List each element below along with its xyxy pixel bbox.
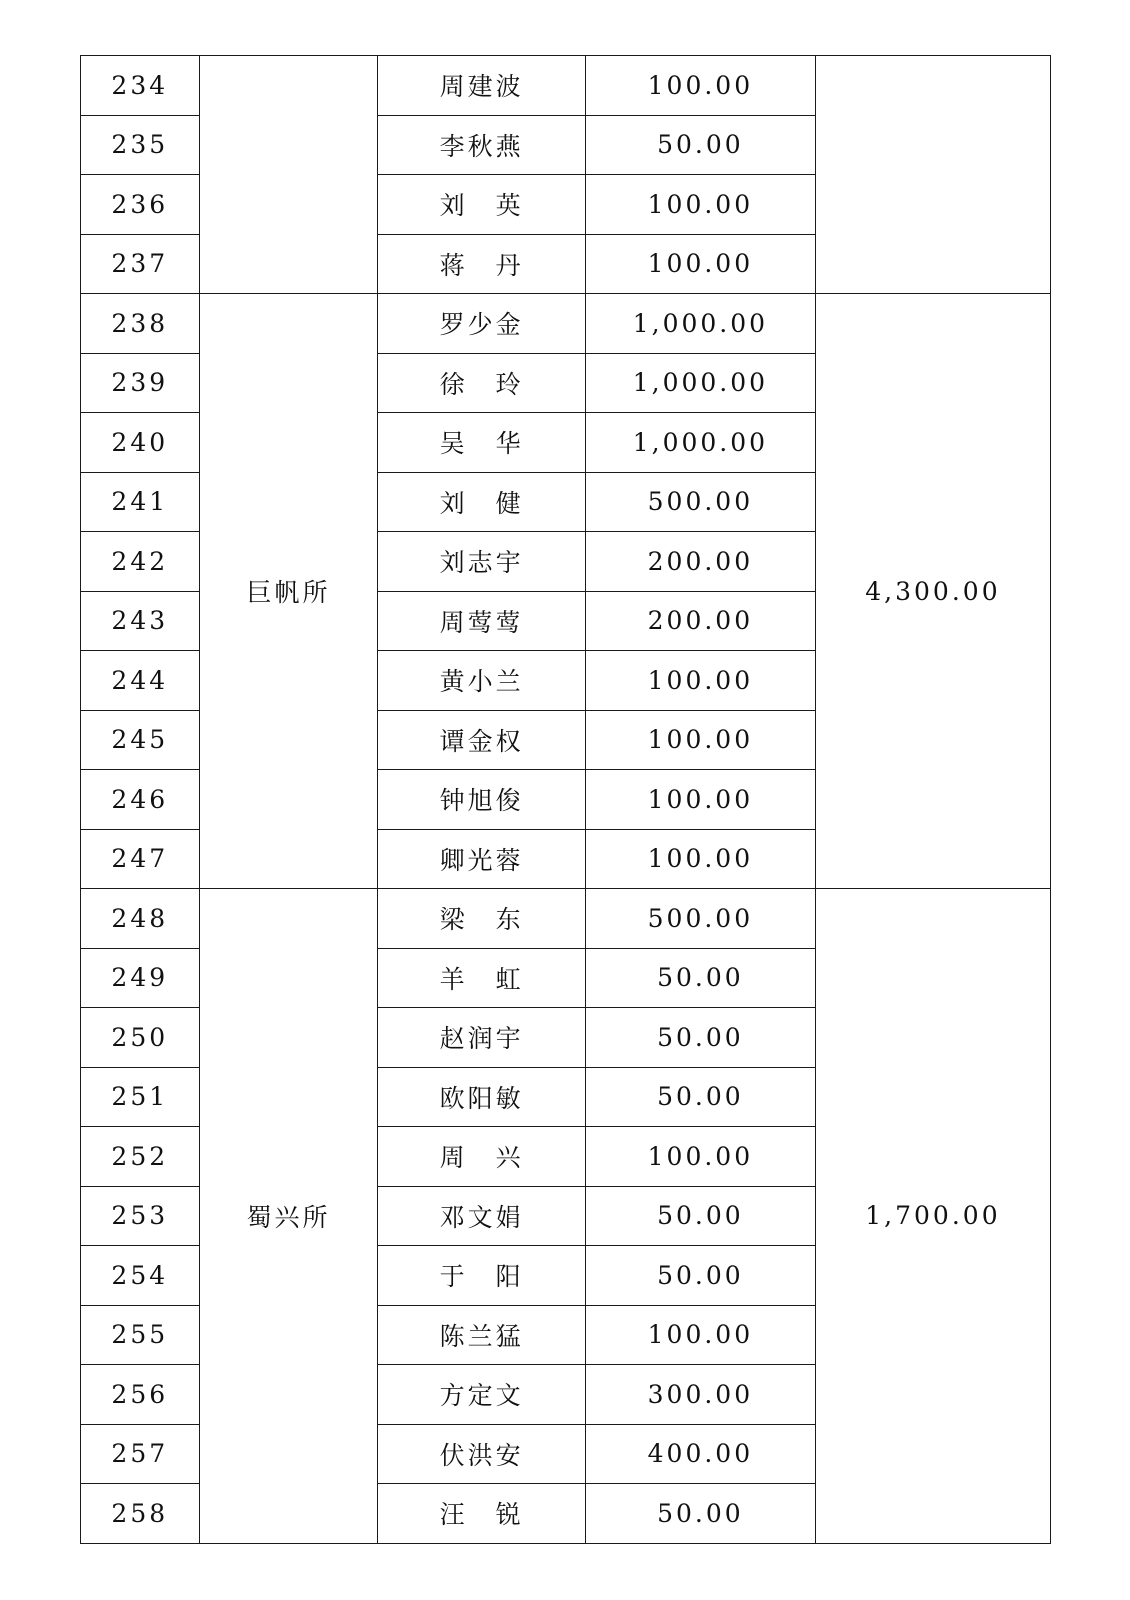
amount-cell: 500.00 (585, 472, 815, 532)
row-number-cell: 237 (81, 234, 200, 294)
person-name-cell: 刘志宇 (378, 532, 585, 592)
row-number-cell: 249 (81, 948, 200, 1008)
person-name-cell: 欧阳敏 (378, 1067, 585, 1127)
table-row (81, 56, 1051, 116)
amount-cell: 200.00 (585, 591, 815, 651)
row-number-cell: 241 (81, 472, 200, 532)
row-number-cell: 258 (81, 1484, 200, 1544)
person-name-cell: 钟旭俊 (378, 770, 585, 830)
person-name-cell: 谭金权 (378, 710, 585, 770)
person-name-cell: 邓文娟 (378, 1186, 585, 1246)
person-name-cell: 刘 健 (378, 472, 585, 532)
row-number-cell: 245 (81, 710, 200, 770)
amount-cell: 1,000.00 (585, 413, 815, 473)
amount-cell: 100.00 (585, 710, 815, 770)
person-name-cell: 羊 虹 (378, 948, 585, 1008)
amount-cell: 50.00 (585, 1484, 815, 1544)
row-number-cell: 254 (81, 1246, 200, 1306)
unit-total-cell: 1,700.00 (815, 889, 1050, 1544)
person-name-cell: 赵润宇 (378, 1008, 585, 1068)
amount-cell: 200.00 (585, 532, 815, 592)
table-row (81, 294, 1051, 354)
person-name-cell: 李秋燕 (378, 115, 585, 175)
unit-total-cell (815, 56, 1050, 294)
row-number-cell: 247 (81, 829, 200, 889)
row-number-cell: 250 (81, 1008, 200, 1068)
row-number-cell: 255 (81, 1305, 200, 1365)
amount-cell: 300.00 (585, 1365, 815, 1425)
person-name-cell: 梁 东 (378, 889, 585, 949)
person-name-cell: 刘 英 (378, 175, 585, 235)
person-name-cell: 周莺莺 (378, 591, 585, 651)
amount-cell: 100.00 (585, 56, 815, 116)
donation-table (80, 55, 1051, 1544)
amount-cell: 1,000.00 (585, 353, 815, 413)
unit-name-cell (199, 56, 378, 294)
unit-total-cell: 4,300.00 (815, 294, 1050, 889)
amount-cell: 1,000.00 (585, 294, 815, 354)
person-name-cell: 周建波 (378, 56, 585, 116)
row-number-cell: 246 (81, 770, 200, 830)
table-body (81, 56, 1051, 1544)
person-name-cell: 汪 锐 (378, 1484, 585, 1544)
amount-cell: 50.00 (585, 115, 815, 175)
row-number-cell: 235 (81, 115, 200, 175)
amount-cell: 100.00 (585, 1305, 815, 1365)
person-name-cell: 蒋 丹 (378, 234, 585, 294)
amount-cell: 100.00 (585, 175, 815, 235)
row-number-cell: 252 (81, 1127, 200, 1187)
person-name-cell: 罗少金 (378, 294, 585, 354)
amount-cell: 100.00 (585, 829, 815, 889)
row-number-cell: 236 (81, 175, 200, 235)
amount-cell: 500.00 (585, 889, 815, 949)
person-name-cell: 黄小兰 (378, 651, 585, 711)
amount-cell: 100.00 (585, 1127, 815, 1187)
row-number-cell: 257 (81, 1424, 200, 1484)
row-number-cell: 238 (81, 294, 200, 354)
row-number-cell: 248 (81, 889, 200, 949)
person-name-cell: 方定文 (378, 1365, 585, 1425)
amount-cell: 400.00 (585, 1424, 815, 1484)
row-number-cell: 243 (81, 591, 200, 651)
amount-cell: 100.00 (585, 651, 815, 711)
row-number-cell: 239 (81, 353, 200, 413)
person-name-cell: 卿光蓉 (378, 829, 585, 889)
table-row (81, 889, 1051, 949)
person-name-cell: 周 兴 (378, 1127, 585, 1187)
amount-cell: 100.00 (585, 234, 815, 294)
row-number-cell: 242 (81, 532, 200, 592)
unit-name-cell: 巨帆所 (199, 294, 378, 889)
row-number-cell: 234 (81, 56, 200, 116)
amount-cell: 50.00 (585, 1246, 815, 1306)
amount-cell: 50.00 (585, 1186, 815, 1246)
person-name-cell: 陈兰猛 (378, 1305, 585, 1365)
person-name-cell: 徐 玲 (378, 353, 585, 413)
row-number-cell: 256 (81, 1365, 200, 1425)
person-name-cell: 伏洪安 (378, 1424, 585, 1484)
amount-cell: 50.00 (585, 1008, 815, 1068)
amount-cell: 50.00 (585, 948, 815, 1008)
person-name-cell: 吴 华 (378, 413, 585, 473)
row-number-cell: 251 (81, 1067, 200, 1127)
unit-name-cell: 蜀兴所 (199, 889, 378, 1544)
row-number-cell: 253 (81, 1186, 200, 1246)
row-number-cell: 244 (81, 651, 200, 711)
row-number-cell: 240 (81, 413, 200, 473)
person-name-cell: 于 阳 (378, 1246, 585, 1306)
amount-cell: 50.00 (585, 1067, 815, 1127)
amount-cell: 100.00 (585, 770, 815, 830)
